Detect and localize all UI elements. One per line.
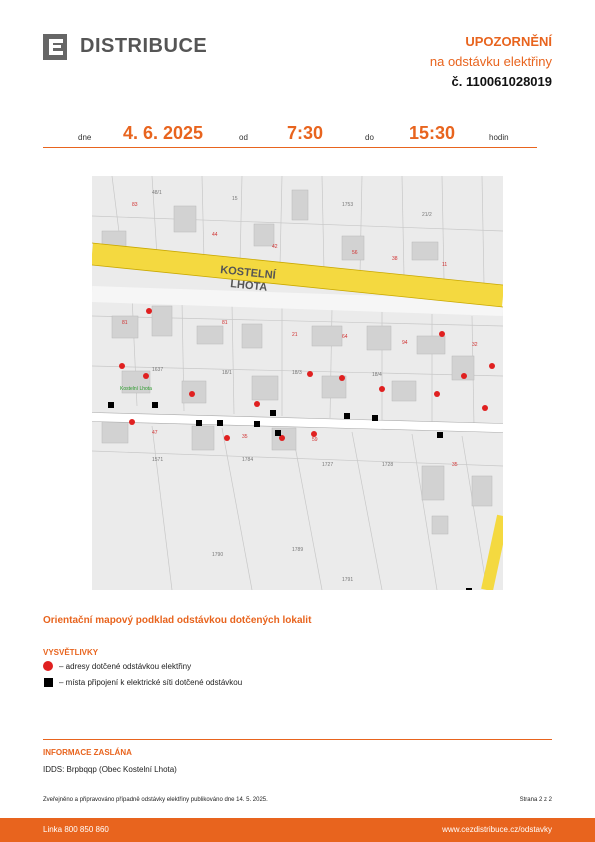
legend-addresses-label: – adresy dotčené odstávkou elektřiny: [59, 661, 192, 671]
svg-text:83: 83: [132, 202, 138, 208]
cez-logo-icon: [43, 34, 67, 60]
legend-connections-label: – místa připojení k elektrické síti dotčené odstávkou: [59, 678, 243, 687]
hodin-label: hodin: [489, 133, 509, 142]
svg-text:38: 38: [392, 256, 398, 262]
outage-date: 4. 6. 2025: [123, 123, 204, 143]
svg-text:64: 64: [342, 334, 348, 340]
svg-text:1789: 1789: [292, 547, 304, 553]
info-text: IDDS: Brpbqqp (Obec Kostelní Lhota): [43, 765, 177, 774]
publication-note: Zveřejněno a připravováno případně odstávky elektřiny publikováno dne 14. 5. 2025.: [43, 797, 268, 803]
svg-text:44: 44: [212, 232, 218, 238]
info-title: INFORMACE ZASLÁNA: [43, 748, 132, 757]
logo-text: DISTRIBUCE: [80, 35, 208, 57]
svg-text:48/1: 48/1: [152, 190, 162, 196]
dne-label: dne: [78, 133, 92, 142]
svg-text:11: 11: [442, 262, 448, 268]
svg-text:35: 35: [242, 434, 248, 440]
street-label-1: KOSTELNÍ: [219, 264, 277, 282]
svg-text:1727: 1727: [322, 462, 334, 468]
black-square-icon: [44, 678, 53, 687]
page-number: Strana 2 z 2: [519, 797, 552, 803]
svg-text:18/1: 18/1: [222, 370, 232, 376]
svg-text:47: 47: [152, 430, 158, 436]
svg-text:1753: 1753: [342, 202, 354, 208]
svg-text:32: 32: [472, 342, 478, 348]
svg-text:59: 59: [312, 437, 318, 443]
notice-subtitle: na odstávku elektřiny: [429, 54, 552, 69]
svg-text:81: 81: [222, 320, 228, 326]
svg-text:1637: 1637: [152, 367, 164, 373]
red-dot-icon: [43, 661, 53, 671]
svg-text:35: 35: [452, 462, 458, 468]
svg-text:1571: 1571: [152, 457, 164, 463]
svg-text:18/4: 18/4: [372, 372, 382, 378]
legend-row-addresses: [43, 661, 191, 671]
notice-number: č. 110061028019: [451, 74, 552, 89]
svg-text:42: 42: [272, 244, 278, 250]
legend-row-connections: [43, 678, 242, 687]
svg-text:1784: 1784: [242, 457, 254, 463]
time-from: 7:30: [287, 123, 324, 143]
svg-text:1791: 1791: [342, 577, 354, 583]
svg-text:1790: 1790: [212, 552, 224, 558]
svg-text:81: 81: [122, 320, 128, 326]
notice-header: [430, 32, 552, 92]
info-divider: [43, 739, 552, 740]
svg-text:1728: 1728: [382, 462, 394, 468]
legend-title: VYSVĚTLIVKY: [43, 648, 99, 657]
svg-text:15: 15: [232, 196, 238, 202]
time-to: 15:30: [409, 123, 456, 143]
svg-text:21/2: 21/2: [422, 212, 432, 218]
place-label: Kostelní Lhota: [120, 386, 152, 392]
street-label-2: LHOTA: [229, 278, 268, 294]
outage-dateline: [43, 122, 537, 148]
svg-text:21: 21: [292, 332, 298, 338]
od-label: od: [239, 133, 248, 142]
website-link[interactable]: www.cezdistribuce.cz/odstavky: [442, 825, 552, 834]
footer-bar: [0, 818, 595, 842]
do-label: do: [365, 133, 374, 142]
svg-text:56: 56: [352, 250, 358, 256]
outage-map: [92, 176, 503, 590]
hotline-text: Linka 800 850 860: [43, 825, 109, 834]
svg-text:18/3: 18/3: [292, 370, 302, 376]
notice-title: UPOZORNĚNÍ: [465, 34, 552, 49]
svg-text:94: 94: [402, 340, 408, 346]
map-caption: Orientační mapový podklad odstávkou dotčených lokalit: [43, 615, 312, 626]
